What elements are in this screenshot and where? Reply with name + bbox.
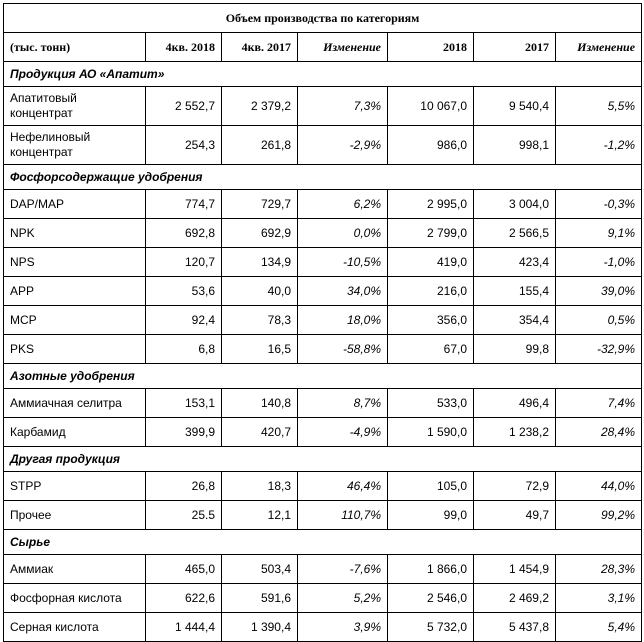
value-cell: 2 379,2 [222, 87, 298, 126]
value-cell: 53,6 [146, 277, 222, 306]
change-cell: -1,0% [556, 248, 642, 277]
row-label: Аммиак [4, 555, 146, 584]
value-cell: 692,9 [222, 219, 298, 248]
value-cell: 622,6 [146, 584, 222, 613]
change-cell: 39,0% [556, 277, 642, 306]
section-row [4, 62, 642, 87]
value-cell: 5 437,8 [474, 613, 556, 642]
row-label: Нефелиновый концентрат [4, 126, 146, 165]
section-row [4, 447, 642, 472]
value-cell: 1 590,0 [388, 418, 474, 447]
section-title: Фосфорсодержащие удобрения [4, 165, 642, 190]
value-cell: 5 732,0 [388, 613, 474, 642]
value-cell: 356,0 [388, 306, 474, 335]
change-cell: 5,5% [556, 87, 642, 126]
value-cell: 2 552,7 [146, 87, 222, 126]
value-cell: 2 546,0 [388, 584, 474, 613]
table-row [4, 501, 642, 530]
table-row [4, 306, 642, 335]
header-change-quarter: Изменение [298, 33, 388, 62]
change-cell: -4,9% [298, 418, 388, 447]
title-row [4, 4, 642, 33]
change-cell: 44,0% [556, 472, 642, 501]
header-q4-2017: 4кв. 2017 [222, 33, 298, 62]
change-cell: 9,1% [556, 219, 642, 248]
change-cell: 110,7% [298, 501, 388, 530]
table-row [4, 219, 642, 248]
value-cell: 67,0 [388, 335, 474, 364]
header-2017: 2017 [474, 33, 556, 62]
value-cell: 140,8 [222, 389, 298, 418]
change-cell: 28,4% [556, 418, 642, 447]
table-row [4, 277, 642, 306]
value-cell: 6,8 [146, 335, 222, 364]
value-cell: 399,9 [146, 418, 222, 447]
value-cell: 2 799,0 [388, 219, 474, 248]
header-2018: 2018 [388, 33, 474, 62]
header-row [4, 33, 642, 62]
value-cell: 9 540,4 [474, 87, 556, 126]
value-cell: 12,1 [222, 501, 298, 530]
section-title: Продукция АО «Апатит» [4, 62, 642, 87]
value-cell: 1 390,4 [222, 613, 298, 642]
value-cell: 774,7 [146, 190, 222, 219]
value-cell: 2 995,0 [388, 190, 474, 219]
value-cell: 99,0 [388, 501, 474, 530]
section-row [4, 364, 642, 389]
change-cell: -2,9% [298, 126, 388, 165]
change-cell: 8,7% [298, 389, 388, 418]
table-row [4, 418, 642, 447]
table-row [4, 87, 642, 126]
row-label: Карбамид [4, 418, 146, 447]
value-cell: 134,9 [222, 248, 298, 277]
table-row [4, 472, 642, 501]
table-row [4, 126, 642, 165]
row-label: Серная кислота [4, 613, 146, 642]
row-label: NPK [4, 219, 146, 248]
value-cell: 216,0 [388, 277, 474, 306]
value-cell: 2 566,5 [474, 219, 556, 248]
value-cell: 10 067,0 [388, 87, 474, 126]
change-cell: 3,9% [298, 613, 388, 642]
value-cell: 120,7 [146, 248, 222, 277]
change-cell: 7,3% [298, 87, 388, 126]
row-label: Прочее [4, 501, 146, 530]
value-cell: 105,0 [388, 472, 474, 501]
value-cell: 503,4 [222, 555, 298, 584]
value-cell: 3 004,0 [474, 190, 556, 219]
table-row [4, 335, 642, 364]
value-cell: 78,3 [222, 306, 298, 335]
value-cell: 99,8 [474, 335, 556, 364]
value-cell: 26,8 [146, 472, 222, 501]
table-title: Объем производства по категориям [4, 4, 642, 33]
value-cell: 533,0 [388, 389, 474, 418]
production-table [3, 3, 642, 642]
table-row [4, 613, 642, 642]
change-cell: 46,4% [298, 472, 388, 501]
row-label: Аммиачная селитра [4, 389, 146, 418]
table-row [4, 190, 642, 219]
section-title: Сырье [4, 530, 642, 555]
change-cell: 18,0% [298, 306, 388, 335]
change-cell: 5,2% [298, 584, 388, 613]
value-cell: 40,0 [222, 277, 298, 306]
change-cell: 34,0% [298, 277, 388, 306]
table-row [4, 584, 642, 613]
change-cell: -0,3% [556, 190, 642, 219]
table-row [4, 555, 642, 584]
value-cell: 16,5 [222, 335, 298, 364]
change-cell: -1,2% [556, 126, 642, 165]
value-cell: 465,0 [146, 555, 222, 584]
header-unit: (тыс. тонн) [4, 33, 146, 62]
section-row [4, 530, 642, 555]
value-cell: 254,3 [146, 126, 222, 165]
value-cell: 1 238,2 [474, 418, 556, 447]
section-title: Другая продукция [4, 447, 642, 472]
section-title: Азотные удобрения [4, 364, 642, 389]
value-cell: 49,7 [474, 501, 556, 530]
row-label: NPS [4, 248, 146, 277]
value-cell: 354,4 [474, 306, 556, 335]
table-row [4, 389, 642, 418]
value-cell: 998,1 [474, 126, 556, 165]
value-cell: 496,4 [474, 389, 556, 418]
change-cell: 0,5% [556, 306, 642, 335]
row-label: APP [4, 277, 146, 306]
value-cell: 92,4 [146, 306, 222, 335]
value-cell: 420,7 [222, 418, 298, 447]
value-cell: 1 454,9 [474, 555, 556, 584]
change-cell: 6,2% [298, 190, 388, 219]
change-cell: 5,4% [556, 613, 642, 642]
row-label: DAP/MAP [4, 190, 146, 219]
value-cell: 2 469,2 [474, 584, 556, 613]
row-label: PKS [4, 335, 146, 364]
value-cell: 423,4 [474, 248, 556, 277]
value-cell: 153,1 [146, 389, 222, 418]
change-cell: 3,1% [556, 584, 642, 613]
value-cell: 419,0 [388, 248, 474, 277]
change-cell: -58,8% [298, 335, 388, 364]
value-cell: 729,7 [222, 190, 298, 219]
row-label: Апатитовый концентрат [4, 87, 146, 126]
value-cell: 986,0 [388, 126, 474, 165]
value-cell: 692,8 [146, 219, 222, 248]
value-cell: 155,4 [474, 277, 556, 306]
value-cell: 591,6 [222, 584, 298, 613]
section-row [4, 165, 642, 190]
value-cell: 72,9 [474, 472, 556, 501]
value-cell: 1 444,4 [146, 613, 222, 642]
change-cell: 28,3% [556, 555, 642, 584]
change-cell: 99,2% [556, 501, 642, 530]
value-cell: 261,8 [222, 126, 298, 165]
change-cell: -32,9% [556, 335, 642, 364]
change-cell: -10,5% [298, 248, 388, 277]
value-cell: 18,3 [222, 472, 298, 501]
header-change-year: Изменение [556, 33, 642, 62]
change-cell: 7,4% [556, 389, 642, 418]
change-cell: -7,6% [298, 555, 388, 584]
row-label: STPP [4, 472, 146, 501]
row-label: MCP [4, 306, 146, 335]
value-cell: 25.5 [146, 501, 222, 530]
change-cell: 0,0% [298, 219, 388, 248]
table-row [4, 248, 642, 277]
value-cell: 1 866,0 [388, 555, 474, 584]
row-label: Фосфорная кислота [4, 584, 146, 613]
header-q4-2018: 4кв. 2018 [146, 33, 222, 62]
